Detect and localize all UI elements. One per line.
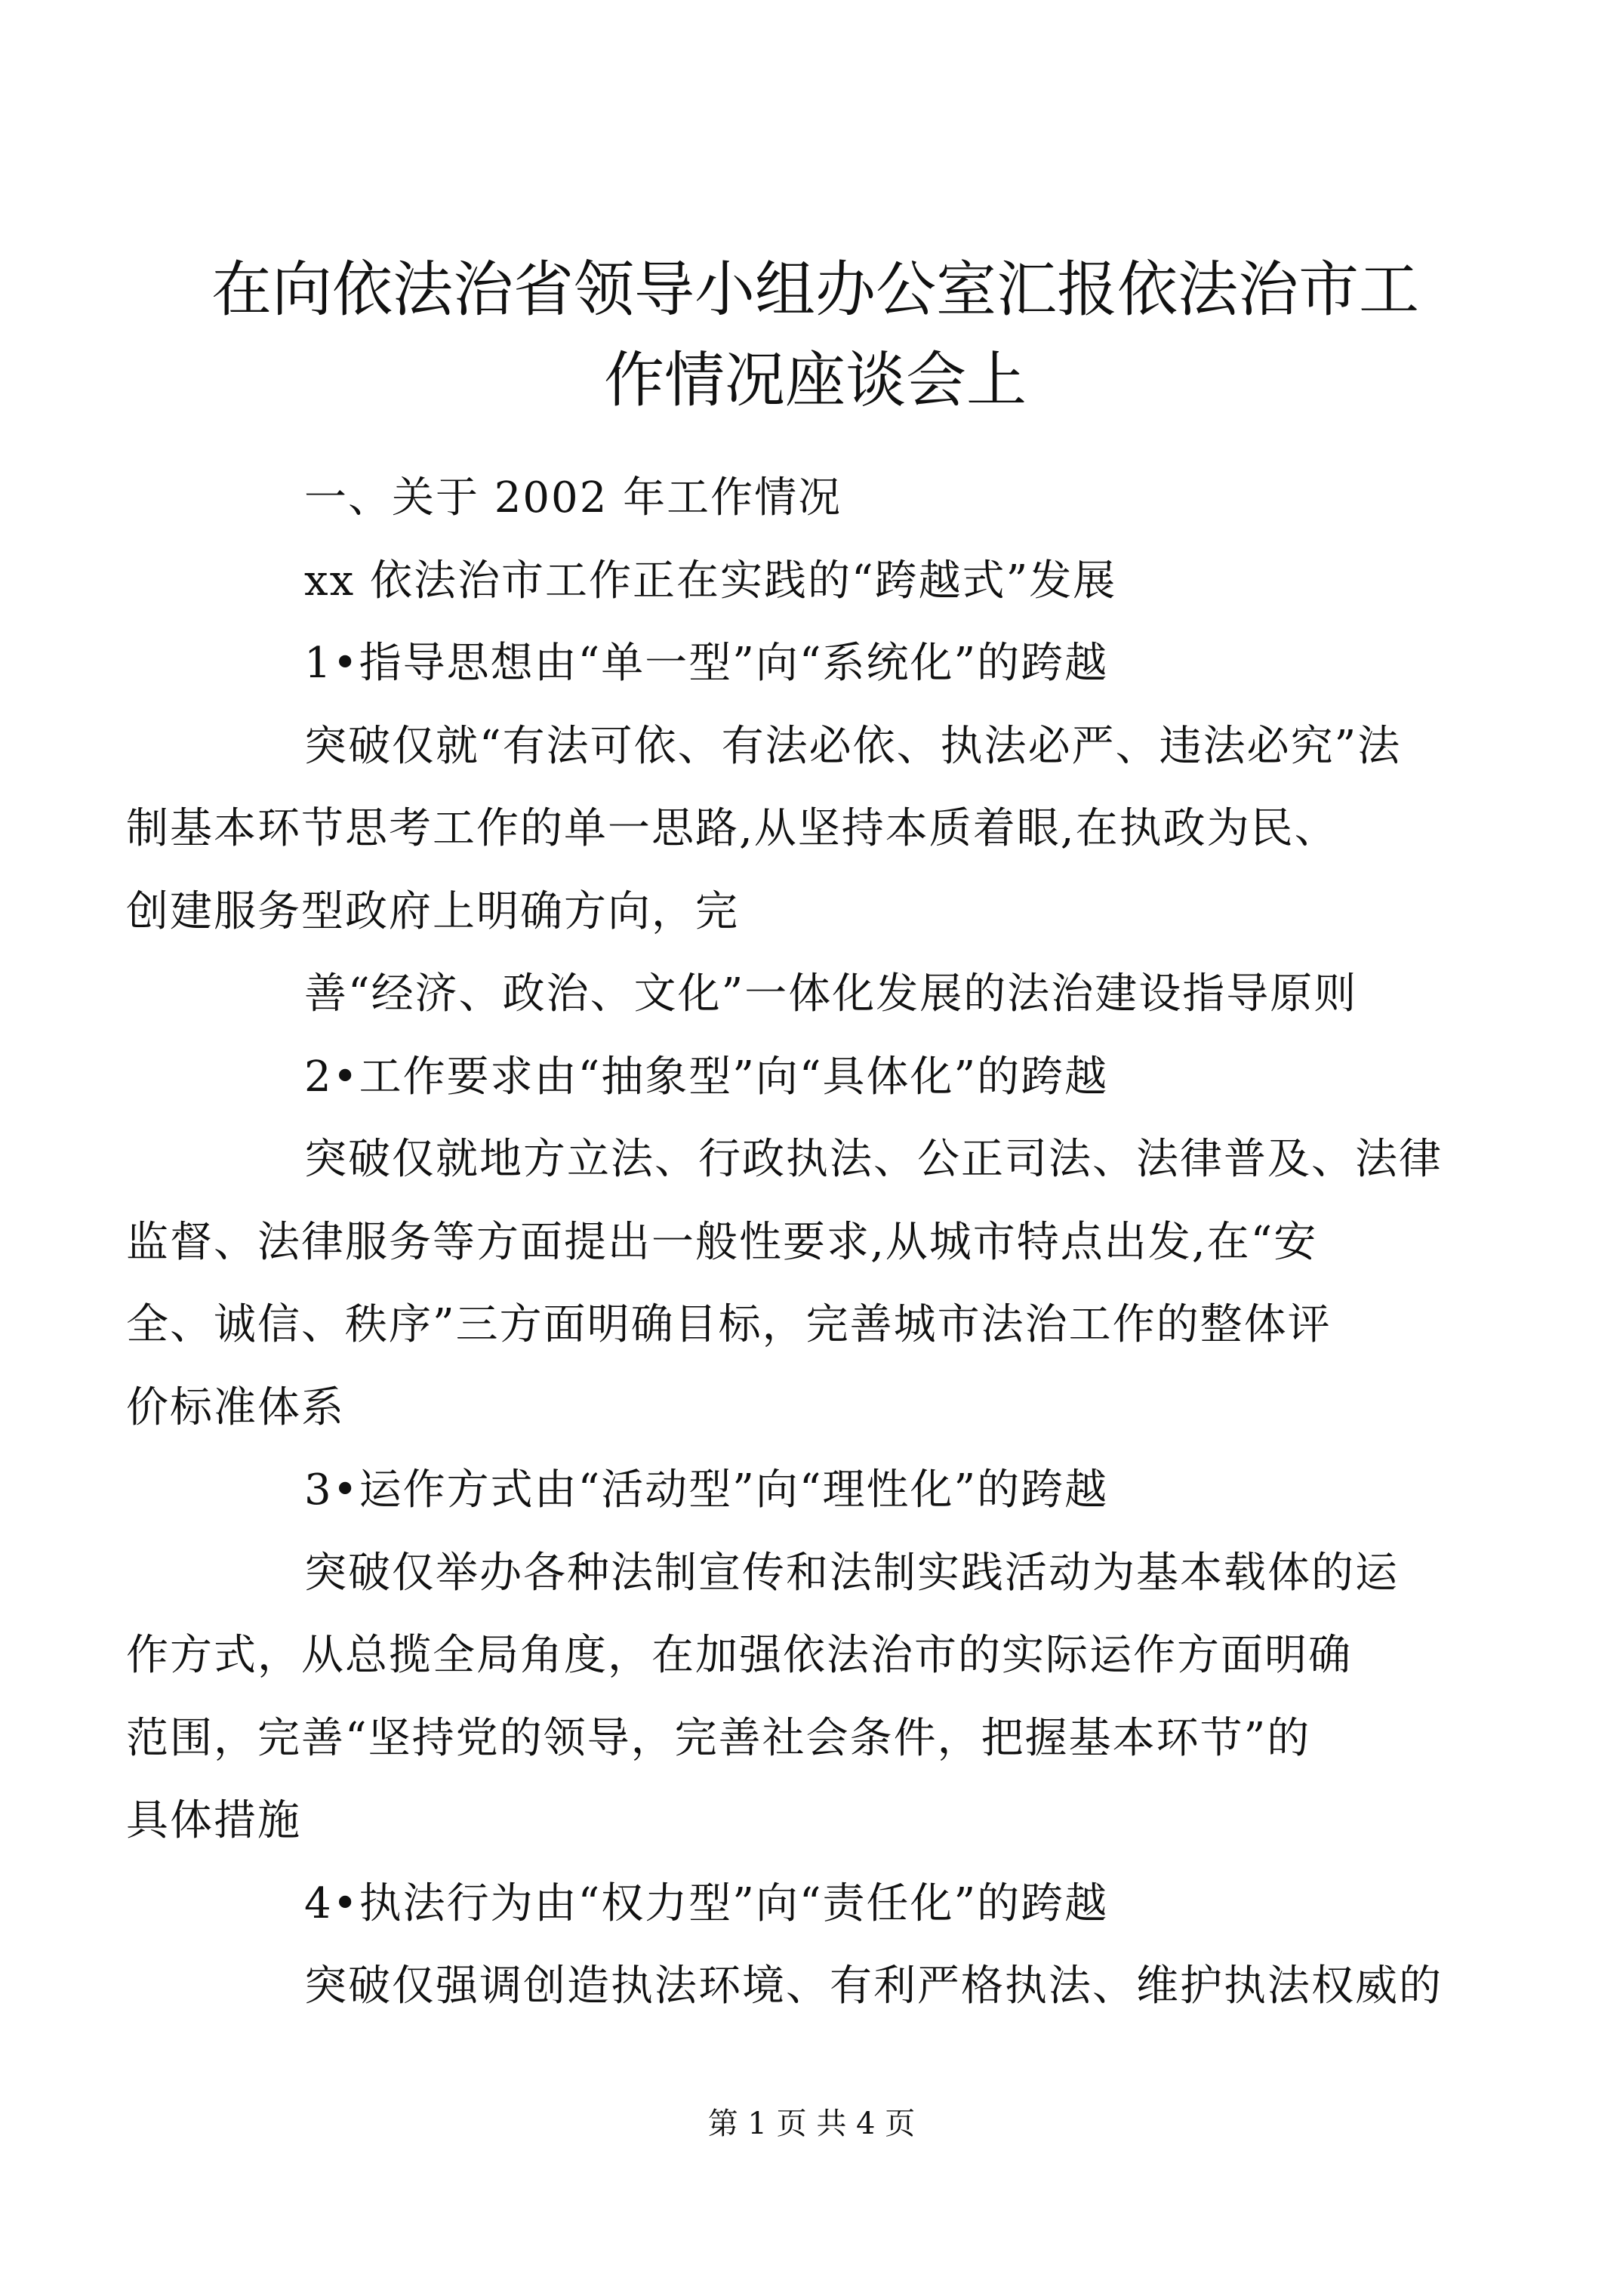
document-title-line-2: 作情况座谈会上 [604, 345, 1027, 415]
document-body [126, 457, 1443, 2028]
paragraph-line: 制基本环节思考工作的单一思路,从坚持本质着眼,在执政为民、 [126, 804, 1338, 853]
paragraph [215, 457, 1438, 540]
paragraph-line: 1•指导思想由“单一型”向“系统化”的跨越 [304, 639, 1109, 688]
paragraph-line: 创建服务型政府上明确方向，完 [126, 886, 739, 936]
paragraph [126, 1532, 1438, 1863]
page-footer: 第 1 页 共 4 页 [707, 2106, 916, 2141]
paragraph-line: 突破仅就地方立法、行政执法、公正司法、法律普及、法律 [304, 1135, 1443, 1184]
paragraph-line: xx 依法治市工作正在实践的“跨越式”发展 [304, 556, 1117, 606]
paragraph-line: 价标准体系 [126, 1382, 345, 1432]
paragraph-line: 范围，完善“坚持党的领导，完善社会条件，把握基本环节”的 [126, 1713, 1311, 1763]
paragraph-line: 4•执法行为由“权力型”向“责任化”的跨越 [304, 1878, 1109, 1928]
paragraph [215, 1863, 1438, 1946]
paragraph-line: 3•运作方式由“活动型”向“理性化”的跨越 [304, 1465, 1109, 1515]
paragraph [215, 953, 1438, 1036]
paragraph [126, 1118, 1443, 1449]
paragraph-line: 突破仅就“有法可依、有法必依、执法必严、违法必究”法 [304, 721, 1402, 771]
paragraph [215, 1449, 1438, 1532]
paragraph [215, 1945, 1443, 2028]
paragraph-line: 突破仅强调创造执法环境、有利严格执法、维护执法权威的 [304, 1962, 1443, 2011]
paragraph-line: 全、诚信、秩序”三方面明确目标，完善城市法治工作的整体评 [126, 1300, 1332, 1349]
paragraph [215, 540, 1438, 623]
paragraph-line: 2•工作要求由“抽象型”向“具体化”的跨越 [304, 1052, 1109, 1102]
paragraph-line: 监督、法律服务等方面提出一般性要求,从城市特点出发,在“安 [126, 1217, 1318, 1267]
paragraph-line: 善“经济、政治、文化”一体化发展的法治建设指导原则 [304, 969, 1358, 1019]
paragraph-line: 作方式，从总揽全局角度，在加强依法治市的实际运作方面明确 [126, 1631, 1352, 1680]
paragraph-line: 具体措施 [126, 1796, 301, 1845]
paragraph [126, 705, 1438, 954]
paragraph [215, 1036, 1438, 1119]
document-title-line-1: 在向依法治省领导小组办公室汇报依法治市工 [211, 254, 1419, 325]
paragraph [215, 622, 1438, 705]
paragraph-line: 突破仅举办各种法制宣传和法制实践活动为基本载体的运 [304, 1548, 1399, 1598]
paragraph-line: 一、关于 2002 年工作情况 [304, 473, 842, 522]
